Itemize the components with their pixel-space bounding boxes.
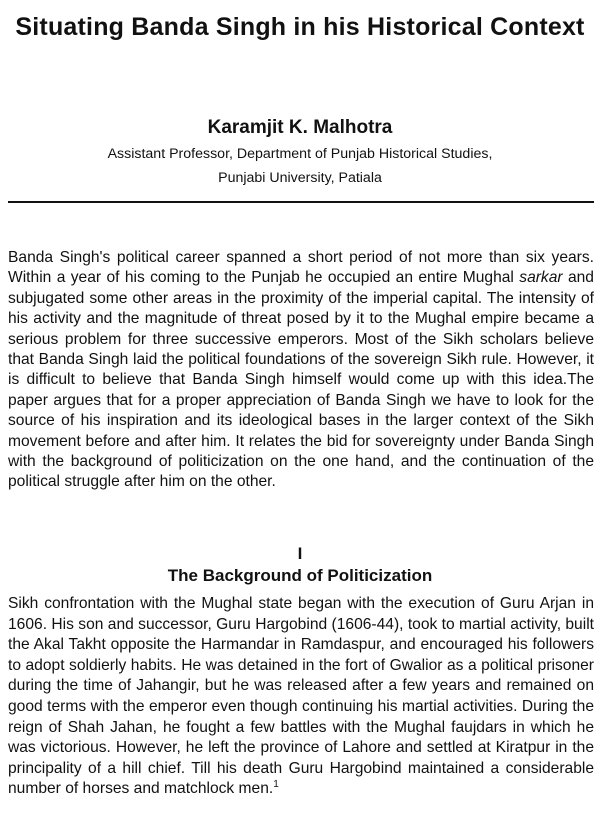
abstract (8, 248, 594, 493)
section-title: The Background of Politicization (167, 566, 433, 585)
abstract-paragraph (8, 248, 594, 493)
header-divider (8, 201, 594, 203)
body-text: Sikh confrontation with the Mughal state began with the execution of Guru Arjan in 1606. His son and successor, Guru Hargobind (1606-44), took to martial activity, built the Akal Takht opposite the Harmandar in Ramdaspur, and encouraged his followers to adopt soldierly habits. He was detained in the fort of Gwalior as a political prisoner during the time of Jahangir, but he was released after a few years and remained on good terms with the emperor even though continuing his martial activities. During the reign of Shah Jahan, he fought a few battles with the Mughal faujdars in which he was victorious. However, he left the province of Lahore and settled at Kiratpur in the principality of a hill chief. Till his death Guru Hargobind maintained a considerable number of horses and matchlock men. (8, 595, 594, 798)
author-affiliation (0, 142, 600, 190)
footnote-marker: 1 (273, 779, 279, 791)
body-paragraph (8, 594, 594, 800)
paper-title: Situating Banda Singh in his Historical Context (15, 13, 585, 41)
section-number: I (297, 544, 303, 563)
affiliation-line-2: Punjabi University, Patiala (218, 170, 382, 186)
section-body (8, 594, 594, 800)
abstract-text-2: and subjugated some other areas in the proximity of the imperial capital. The intensity of his activity and the magnitude of threat posed by it to the Mughal empire became a serious problem for three successive emperors. Most of the Sikh scholars believe that Banda Singh laid the political foundations of the sovereign Sikh rule. However, it is difficult to believe that Banda Singh himself would come up with this idea.The paper argues that for a proper appreciation of Banda Singh we have to look for the source of his inspiration and its ideological bases in the larger context of the Sikh movement before and after him. It relates the bid for sovereignty under Banda Singh with the background of politicization on the one hand, and the continuation of the political struggle after him on the other. (8, 269, 594, 491)
affiliation-line-1: Assistant Professor, Department of Punjab Historical Studies, (107, 146, 493, 162)
abstract-italic-term: sarkar (519, 269, 563, 287)
abstract-text-1: Banda Singh's political career spanned a short period of not more than six years. Within a year of his coming to the Punjab he occupied an entire Mughal (8, 249, 594, 287)
author-name: Karamjit K. Malhotra (207, 117, 393, 138)
